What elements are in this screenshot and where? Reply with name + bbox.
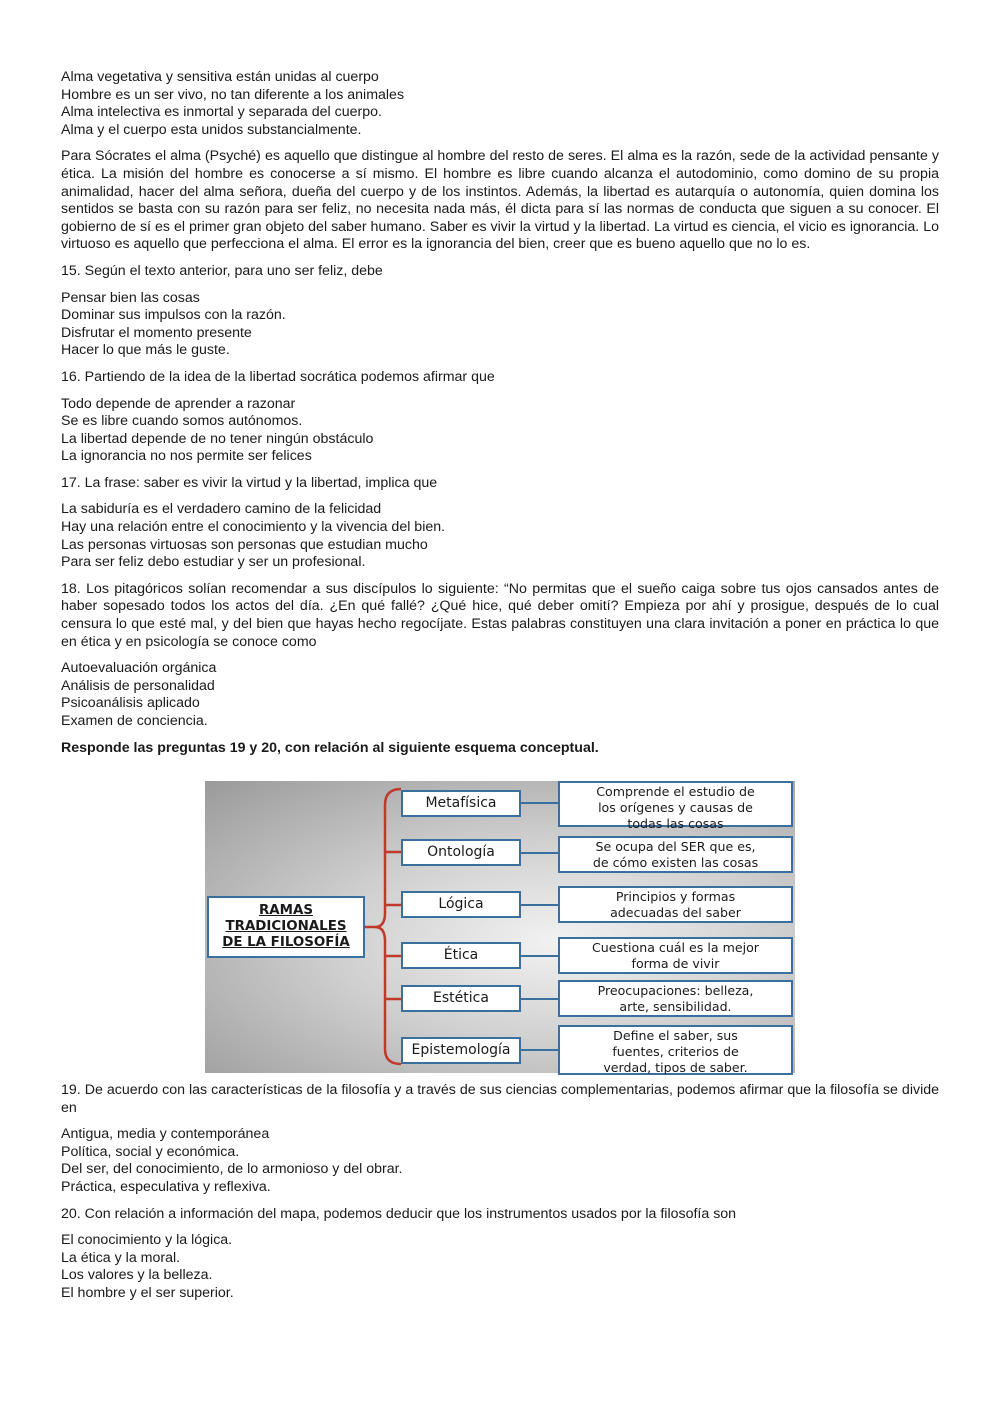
intro-line: Alma intelectiva es inmortal y separada del cuerpo. — [61, 104, 382, 121]
branch-ontologia: Ontología — [401, 839, 521, 866]
branch-metafisica: Metafísica — [401, 790, 521, 817]
answer-option[interactable]: Práctica, especulativa y reflexiva. — [61, 1178, 271, 1195]
desc-metafisica — [558, 781, 793, 831]
answer-option[interactable]: Hacer lo que más le guste. — [61, 342, 230, 359]
root-line: TRADICIONALES — [225, 919, 347, 934]
concept-map — [205, 781, 795, 1073]
desc-line: arte, sensibilidad. — [619, 999, 732, 1014]
question-19: 19. De acuerdo con las características de la filosofía y a través de sus ciencias complementarias, podemos afirmar que la filosofía se divide en — [61, 1082, 939, 1116]
answer-option[interactable]: Todo depende de aprender a razonar — [61, 395, 296, 412]
root-line: DE LA FILOSOFÍA — [222, 935, 350, 950]
branch-logica: Lógica — [401, 891, 521, 918]
question-18-options — [61, 660, 939, 730]
desc-line: de cómo existen las cosas — [592, 855, 759, 870]
desc-line: todas las cosas — [627, 816, 724, 831]
question-15: 15. Según el texto anterior, para uno ser feliz, debe — [61, 262, 383, 279]
desc-line: Cuestiona cuál es la mejor — [592, 940, 759, 955]
document-page-lower — [61, 1082, 939, 1312]
desc-logica — [558, 886, 793, 923]
desc-epistemologia — [558, 1025, 793, 1075]
answer-option[interactable]: Hay una relación entre el conocimiento y la vivencia del bien. — [61, 519, 446, 536]
question-20-options — [61, 1232, 939, 1302]
desc-line: Preocupaciones: belleza, — [597, 983, 754, 998]
answer-option[interactable]: Análisis de personalidad — [61, 677, 215, 694]
branch-etica: Ética — [401, 942, 521, 969]
desc-estetica — [558, 980, 793, 1017]
answer-option[interactable]: Del ser, del conocimiento, de lo armonioso y del obrar. — [61, 1161, 403, 1178]
question-17-options — [61, 501, 939, 571]
branch-estetica: Estética — [401, 985, 521, 1012]
answer-option[interactable]: Pensar bien las cosas — [61, 289, 200, 306]
answer-option[interactable]: Para ser feliz debo estudiar y ser un profesional. — [61, 554, 366, 571]
question-19-options — [61, 1126, 939, 1196]
instruction-heading: Responde las preguntas 19 y 20, con relación al siguiente esquema conceptual. — [61, 739, 599, 756]
question-18: 18. Los pitagóricos solían recomendar a sus discípulos lo siguiente: “No permitas que el sueño caiga sobre tus ojos cansados antes de haber sopesado todos los actos del día. ¿En qué fallé? ¿Qué hice, qué deber omití? Empieza por ahí y prosigue, después de lo cual censura lo que esté mal, y del bien que hayas hecho regocíjate. Estas palabras constituyen una clara invitación a poner en práctica lo que en ética y en psicología se conoce como — [61, 580, 939, 650]
answer-option[interactable]: Disfrutar el momento presente — [61, 324, 252, 341]
branch-epistemologia: Epistemología — [401, 1037, 521, 1064]
desc-line: Principios y formas — [615, 889, 736, 904]
desc-line: verdad, tipos de saber. — [603, 1060, 748, 1075]
answer-option[interactable]: Examen de conciencia. — [61, 713, 208, 729]
desc-etica — [558, 937, 793, 974]
desc-line: Se ocupa del SER que es, — [595, 839, 756, 854]
intro-line: Alma y el cuerpo esta unidos substancialmente. — [61, 121, 362, 138]
answer-option[interactable]: El conocimiento y la lógica. — [61, 1232, 233, 1249]
desc-line: adecuadas del saber — [610, 905, 741, 920]
desc-line: fuentes, criterios de — [612, 1044, 739, 1059]
intro-lines — [61, 69, 939, 139]
answer-option[interactable]: Psicoanálisis aplicado — [61, 695, 200, 712]
question-15-options — [61, 290, 939, 360]
question-17: 17. La frase: saber es vivir la virtud y la libertad, implica que — [61, 474, 438, 491]
answer-option[interactable]: Las personas virtuosas son personas que estudian mucho — [61, 536, 428, 553]
document-page — [61, 69, 939, 765]
answer-option[interactable]: El hombre y el ser superior. — [61, 1284, 234, 1301]
answer-option[interactable]: Se es libre cuando somos autónomos. — [61, 413, 303, 430]
answer-option[interactable]: Política, social y económica. — [61, 1143, 240, 1160]
intro-line: Hombre es un ser vivo, no tan diferente a los animales — [61, 86, 405, 103]
answer-option[interactable]: Antigua, media y contemporánea — [61, 1126, 270, 1143]
concept-map-root — [207, 896, 365, 958]
answer-option[interactable]: La ignorancia no nos permite ser felices — [61, 448, 312, 465]
question-16: 16. Partiendo de la idea de la libertad socrática podemos afirmar que — [61, 368, 495, 385]
answer-option[interactable]: Los valores y la belleza. — [61, 1267, 213, 1284]
answer-option[interactable]: Autoevaluación orgánica — [61, 660, 217, 677]
socrates-paragraph: Para Sócrates el alma (Psyché) es aquello que distingue al hombre del resto de seres. El alma es la razón, sede de la actividad pensante y ética. La misión del hombre es conocerse a sí mismo. El hombre es libre cuando alcanza el autodominio, como domino de su propia animalidad, hacer del alma señora, dueña del cuerpo y de los instintos. Además, la libertad es autarquía o autonomía, quien domina los sentidos se basta con su razón para ser feliz, no necesita nada más, él dicta para sí las normas de conducta que siguen a su conocer. El gobierno de sí es el primer gran objeto del saber humano. Saber es vivir la virtud y la libertad. La virtud es ciencia, el vicio es ignorancia. Lo virtuoso es aquello que perfecciona el alma. El error es la ignorancia del bien, creer que es bueno aquello que no lo es. — [61, 148, 939, 253]
desc-line: los orígenes y causas de — [598, 800, 753, 815]
answer-option[interactable]: La ética y la moral. — [61, 1249, 181, 1266]
desc-ontologia — [558, 836, 793, 873]
answer-option[interactable]: Dominar sus impulsos con la razón. — [61, 307, 286, 324]
root-line: RAMAS — [258, 903, 313, 918]
answer-option[interactable]: La libertad depende de no tener ningún obstáculo — [61, 430, 374, 447]
desc-line: forma de vivir — [631, 956, 720, 971]
desc-line: Comprende el estudio de — [596, 784, 755, 799]
desc-line: Define el saber, sus — [613, 1028, 738, 1043]
question-20: 20. Con relación a información del mapa, podemos deducir que los instrumentos usados por la filosofía son — [61, 1205, 737, 1222]
intro-line: Alma vegetativa y sensitiva están unidas al cuerpo — [61, 69, 379, 85]
answer-option[interactable]: La sabiduría es el verdadero camino de la felicidad — [61, 501, 382, 518]
question-16-options — [61, 396, 939, 466]
